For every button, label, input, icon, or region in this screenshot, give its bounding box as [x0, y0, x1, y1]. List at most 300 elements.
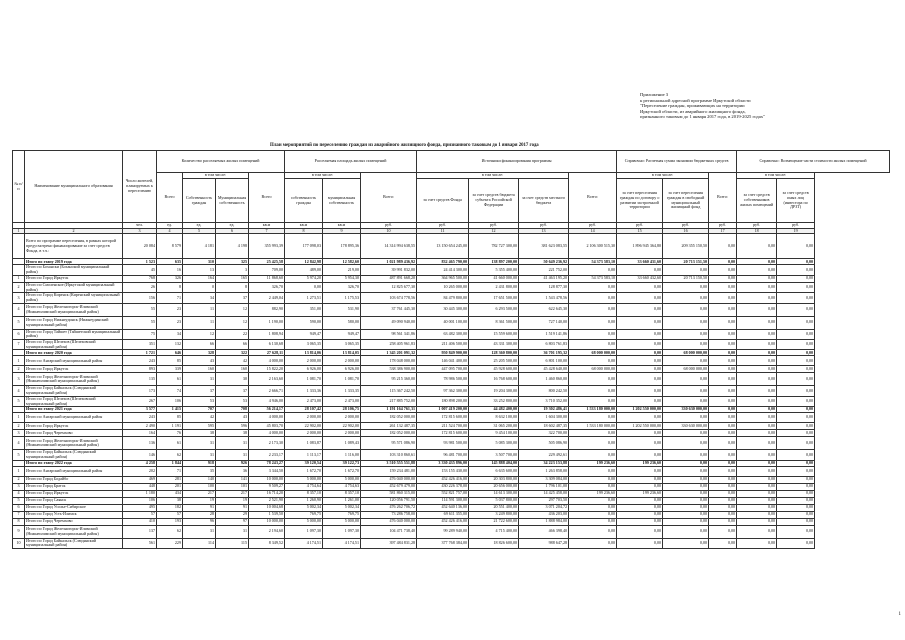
table-row: [13, 293, 890, 303]
value-cell: 1 263 858,00: [519, 466, 569, 476]
value-cell: 0,00: [777, 265, 815, 275]
value-cell: 45 803,70: [249, 423, 285, 430]
value-cell: 0,00: [663, 329, 709, 339]
value-cell: 30 445 300,00: [417, 303, 469, 316]
value-cell: 0,00: [737, 234, 777, 259]
value-cell: 538 386 900,00: [361, 366, 417, 373]
value-cell: 447 095 700,00: [417, 366, 469, 373]
value-cell: 469: [123, 476, 157, 483]
value-cell: 0,00: [737, 504, 777, 511]
value-cell: 68 000 000,00: [663, 350, 709, 356]
value-cell: 0,00: [663, 293, 709, 303]
value-cell: 115 367 242,50: [361, 386, 417, 396]
value-cell: 3 507 700,00: [469, 450, 519, 460]
table-row: [13, 366, 890, 373]
value-cell: 217: [183, 490, 216, 497]
table-row: [13, 303, 890, 316]
value-cell: 20 713 150,50: [663, 275, 709, 282]
unit-cell: руб.: [777, 223, 815, 229]
value-cell: 0,00: [617, 483, 663, 490]
value-cell: 71: [157, 293, 183, 303]
value-cell: 159 234 481,00: [361, 466, 417, 476]
value-cell: 229: [157, 538, 183, 548]
value-cell: 12: [183, 329, 216, 339]
value-cell: 15 822,20: [249, 366, 285, 373]
value-cell: 164: [183, 275, 216, 282]
value-cell: 209 355 150,50: [663, 234, 709, 259]
value-cell: 0,00: [709, 483, 737, 490]
value-cell: 707: [183, 407, 216, 413]
value-cell: 381 623 083,55: [519, 234, 569, 259]
value-cell: 33 660 431,60: [617, 259, 663, 265]
municipality-name-cell: Итого по Город Иркутск: [25, 490, 123, 497]
value-cell: 11: [183, 303, 216, 316]
value-cell: 91: [183, 504, 216, 511]
value-cell: 1 202 550 000,00: [617, 407, 663, 413]
value-cell: 0,00: [777, 329, 815, 339]
value-cell: 57: [157, 511, 183, 518]
value-cell: 0,00: [737, 430, 777, 437]
value-cell: 1 533 180 000,00: [569, 423, 617, 430]
value-cell: 93 981 500,00: [417, 437, 469, 450]
value-cell: 114: [183, 538, 216, 548]
value-cell: 42: [216, 356, 249, 366]
value-cell: 4 174,51: [285, 538, 323, 548]
value-cell: 281: [157, 476, 183, 483]
value-cell: 62: [157, 450, 183, 460]
value-cell: 0,00: [777, 476, 815, 483]
table-row: [13, 430, 890, 437]
row-number-cell: 3: [13, 293, 25, 303]
municipality-name-cell: Итого по этапу 2019 года: [25, 259, 123, 265]
value-cell: 17 651 500,00: [469, 293, 519, 303]
value-cell: 0,00: [737, 476, 777, 483]
value-cell: 0,00: [737, 518, 777, 525]
value-cell: 199 236,60: [617, 460, 663, 466]
value-cell: 1 202 550 000,00: [617, 423, 663, 430]
value-cell: 136: [123, 437, 157, 450]
value-cell: 0,00: [617, 316, 663, 329]
value-cell: 4 000,00: [249, 430, 285, 437]
column-number-cell: 15: [617, 228, 663, 234]
value-cell: 19 204 300,00: [469, 386, 519, 396]
value-cell: 0,00: [709, 437, 737, 450]
value-cell: 0,00: [569, 413, 617, 423]
value-cell: 0,00: [617, 437, 663, 450]
row-number-cell: 2: [13, 476, 25, 483]
value-cell: 23: [157, 303, 183, 316]
table-row: [13, 497, 890, 504]
value-cell: 4 258: [123, 460, 157, 466]
value-cell: 13 150 654 245,00: [417, 234, 469, 259]
value-cell: 5 002,34: [323, 504, 361, 511]
value-cell: 28: [183, 511, 216, 518]
value-cell: 0,00: [709, 460, 737, 466]
value-cell: 31: [183, 373, 216, 386]
value-cell: 4 198: [216, 234, 249, 259]
value-cell: 71: [157, 466, 183, 476]
value-cell: 0,00: [777, 497, 815, 504]
column-number-cell: 14: [569, 228, 617, 234]
value-cell: 0,00: [777, 407, 815, 413]
row-number-cell: 3: [13, 430, 25, 437]
header-area-municipal: муниципальная собственность: [323, 179, 361, 223]
value-cell: 18 602 487,35: [519, 423, 569, 430]
value-cell: 31: [216, 525, 249, 538]
value-cell: 0,00: [569, 511, 617, 518]
value-cell: 622 645,30: [519, 303, 569, 316]
value-cell: 41 660 000,00: [469, 275, 519, 282]
value-cell: 20 713 151,50: [663, 259, 709, 265]
value-cell: 156: [123, 293, 157, 303]
value-cell: 0,00: [709, 538, 737, 548]
appendix-line: Иркутской области, из аварийного жилищного фонда,: [640, 108, 746, 114]
municipality-name-cell: Итого по Город Железногорск-Илимский (Нижнеилимский муниципальный район): [25, 303, 123, 316]
value-cell: 178 895,36: [323, 234, 361, 259]
value-cell: 36: [216, 466, 249, 476]
municipality-name-cell: Итого по Город Тайшет (Тайшетский муниципальный район): [25, 329, 123, 339]
value-cell: 0,00: [737, 413, 777, 423]
value-cell: 2 449,04: [249, 293, 285, 303]
value-cell: 5 974,20: [285, 275, 323, 282]
header-ref1-a: за счет переселения граждан по договору о развитии застроенной территории: [617, 179, 663, 223]
value-cell: 5 000,00: [285, 518, 323, 525]
value-cell: 1 415: [157, 407, 183, 413]
table-row: [13, 511, 890, 518]
value-cell: 1 672,70: [323, 466, 361, 476]
column-number-cell: 8: [285, 228, 323, 234]
column-number-cell: 17: [709, 228, 737, 234]
value-cell: 0,00: [777, 466, 815, 476]
value-cell: 0,00: [569, 504, 617, 511]
value-cell: 0,00: [777, 483, 815, 490]
table-row: [13, 413, 890, 423]
value-cell: 0,00: [617, 265, 663, 275]
value-cell: 12 825 677,30: [361, 282, 417, 292]
value-cell: 28 106,75: [323, 407, 361, 413]
value-cell: 84 479 800,00: [417, 293, 469, 303]
appendix-line: признанного таковым до 1 января 2017 года, в 2019-2025 годах": [640, 114, 765, 120]
value-cell: 0,00: [709, 504, 737, 511]
value-cell: 448: [123, 483, 157, 490]
value-cell: 2 194,60: [249, 525, 285, 538]
value-cell: 33 252 800,00: [469, 396, 519, 406]
value-cell: 34: [157, 329, 183, 339]
municipality-name-cell: Итого по Город Байкальск (Слюдянский муниципальный район): [25, 538, 123, 548]
column-number-cell: 4: [157, 228, 183, 234]
header-num: № п/п: [13, 151, 25, 223]
value-cell: 42: [183, 413, 216, 423]
value-cell: 66: [216, 340, 249, 350]
value-cell: 0,00: [569, 386, 617, 396]
table-row: [13, 282, 890, 292]
value-cell: 0,00: [663, 303, 709, 316]
municipality-name-cell: Итого по Город Киренск (Киренский муниципальный район): [25, 293, 123, 303]
value-cell: 38: [216, 430, 249, 437]
value-cell: 23: [157, 316, 183, 329]
unit-cell: руб.: [709, 223, 737, 229]
unit-cell: руб.: [663, 223, 709, 229]
value-cell: 0,00: [709, 518, 737, 525]
value-cell: 2 173,30: [249, 437, 285, 450]
value-cell: 8 357,10: [323, 490, 361, 497]
value-cell: 28 107,42: [285, 407, 323, 413]
value-cell: 9 509,27: [249, 483, 285, 490]
table-row: [13, 275, 890, 282]
table-row: [13, 483, 890, 490]
value-cell: 258 405 961,83: [361, 340, 417, 350]
header-finance-group: Источники финансирования программы: [417, 151, 617, 173]
value-cell: 19: [216, 497, 249, 504]
value-cell: 1 345 201 091,32: [361, 350, 417, 356]
value-cell: 37: [216, 293, 249, 303]
value-cell: 339: [157, 366, 183, 373]
value-cell: 0,00: [617, 356, 663, 366]
value-cell: 8 361 500,00: [469, 316, 519, 329]
appendix-line: Приложение 3: [640, 92, 669, 97]
value-cell: 0,00: [709, 386, 737, 396]
value-cell: 0,00: [709, 407, 737, 413]
value-cell: 1 180: [123, 490, 157, 497]
value-cell: 0,00: [569, 265, 617, 275]
value-cell: 0,00: [737, 437, 777, 450]
value-cell: 436 203,00: [519, 511, 569, 518]
value-cell: 646: [157, 350, 183, 356]
value-cell: 6 801 100,00: [519, 356, 569, 366]
municipality-name-cell: Итого по этапу 2020 года: [25, 350, 123, 356]
row-number-cell: 4: [13, 437, 25, 450]
value-cell: 1 190,00: [249, 316, 285, 329]
value-cell: 0,00: [617, 350, 663, 356]
value-cell: 0,00: [709, 430, 737, 437]
header-local: за счет средств местного бюджета: [519, 179, 569, 223]
value-cell: 5 954,30: [323, 275, 361, 282]
value-cell: 201: [157, 483, 183, 490]
value-cell: 0,00: [709, 356, 737, 366]
value-cell: 12 582,60: [323, 259, 361, 265]
table-row: [13, 396, 890, 406]
municipality-name-cell: Итого по этапу 2022 года: [25, 460, 123, 466]
value-cell: 95 571 086,90: [361, 437, 417, 450]
value-cell: 3 710 352,00: [519, 396, 569, 406]
value-cell: 0,00: [777, 437, 815, 450]
value-cell: 30: [216, 373, 249, 386]
value-cell: 137: [123, 525, 157, 538]
value-cell: 0,00: [663, 396, 709, 406]
value-cell: 949,47: [323, 329, 361, 339]
value-cell: 0,00: [569, 450, 617, 460]
value-cell: 0,00: [737, 386, 777, 396]
value-cell: 1 081,70: [323, 373, 361, 386]
table-row: [13, 423, 890, 430]
row-number-cell: 10: [13, 538, 25, 548]
column-number-cell: 13: [519, 228, 569, 234]
value-cell: 2 000,00: [285, 356, 323, 366]
value-cell: 5 000,00: [323, 518, 361, 525]
value-cell: 1 533 180 000,00: [569, 407, 617, 413]
municipality-name-cell: Итого по Ангарский муниципальный район: [25, 466, 123, 476]
value-cell: 0,00: [777, 316, 815, 329]
municipality-name-cell: Итого по Город Байкальск (Слюдянский муниципальный район): [25, 386, 123, 396]
value-cell: 97 362 300,00: [417, 386, 469, 396]
value-cell: 1 333,35: [323, 386, 361, 396]
value-cell: 49 090 940,00: [361, 316, 417, 329]
value-cell: 531,90: [323, 303, 361, 316]
value-cell: 0,00: [663, 504, 709, 511]
value-cell: 0,00: [569, 282, 617, 292]
column-number-cell: 7: [249, 228, 285, 234]
row-number-cell: [13, 234, 25, 259]
unit-cell: ед.: [157, 223, 183, 229]
value-cell: 6 803 761,83: [519, 340, 569, 350]
value-cell: 5 355 400,00: [469, 265, 519, 275]
value-cell: 0,00: [663, 282, 709, 292]
value-cell: 0,00: [709, 316, 737, 329]
header-rooms-incl: в том числе:: [183, 173, 249, 179]
value-cell: 211 406 500,00: [417, 340, 469, 350]
value-cell: 21 722 600,00: [469, 518, 519, 525]
value-cell: 0,00: [617, 282, 663, 292]
value-cell: 325: [216, 259, 249, 265]
value-cell: 476 040 000,00: [361, 476, 417, 483]
value-cell: 768: [123, 275, 157, 282]
value-cell: 1 021 989 436,92: [361, 259, 417, 265]
value-cell: 6 926,00: [285, 366, 323, 373]
value-cell: 120 056 791,50: [361, 497, 417, 504]
value-cell: 12: [216, 316, 249, 329]
value-cell: 595: [183, 423, 216, 430]
value-cell: 103 310 860,61: [361, 450, 417, 460]
value-cell: 96 481 700,00: [417, 450, 469, 460]
value-cell: 221 752,00: [519, 265, 569, 275]
value-cell: 1 604 300,00: [519, 413, 569, 423]
row-number-cell: 3: [13, 373, 25, 386]
value-cell: 3 330 435 896,00: [417, 460, 469, 466]
value-cell: 1 808,94: [249, 329, 285, 339]
value-cell: 0,00: [777, 511, 815, 518]
value-cell: 489,00: [285, 265, 323, 275]
value-cell: 8 632 100,00: [469, 413, 519, 423]
row-number-cell: 4: [13, 386, 25, 396]
value-cell: 261 132 487,35: [361, 423, 417, 430]
value-cell: 0,00: [709, 329, 737, 339]
header-ref1-b: за счет переселения граждан в свободный муниципальный жилищный фонд: [663, 179, 709, 223]
value-cell: 297 703,50: [519, 497, 569, 504]
value-cell: 581 860 315,00: [361, 490, 417, 497]
column-number-cell: 9: [323, 228, 361, 234]
value-cell: 552 821 757,00: [417, 490, 469, 497]
value-cell: 53: [183, 396, 216, 406]
unit-cell: руб.: [361, 223, 417, 229]
municipality-name-cell: Итого по Город Байкальск (Слюдянский муниципальный район): [25, 450, 123, 460]
row-number-cell: 5: [13, 316, 25, 329]
value-cell: 769,75: [323, 511, 361, 518]
value-cell: 0,00: [777, 423, 815, 430]
value-cell: 45 428 640,00: [519, 366, 569, 373]
value-cell: 322 700,00: [519, 430, 569, 437]
value-cell: 0,00: [709, 340, 737, 350]
value-cell: 26: [123, 282, 157, 292]
value-cell: 20 303 800,00: [469, 476, 519, 483]
value-cell: 0,00: [777, 413, 815, 423]
value-cell: 5 000,00: [323, 476, 361, 483]
header-area-incl: в том числе:: [285, 173, 361, 179]
value-cell: 769,75: [285, 511, 323, 518]
value-cell: 31: [183, 437, 216, 450]
value-cell: 14 314 994 638,55: [361, 234, 417, 259]
row-number-cell: 3: [13, 483, 25, 490]
value-cell: 99 289 940,00: [417, 525, 469, 538]
value-cell: 950 849 900,00: [417, 350, 469, 356]
document-title: План мероприятий по переселению граждан из аварийного жилищного фонда, признанного таковым до 1 января 2017 года: [270, 143, 539, 148]
row-number-cell: 2: [13, 282, 25, 292]
value-cell: 0,00: [777, 259, 815, 265]
value-cell: 199 236,60: [569, 490, 617, 497]
value-cell: 0,00: [737, 356, 777, 366]
value-cell: 0,00: [569, 329, 617, 339]
value-cell: 18 826 600,00: [469, 538, 519, 548]
value-cell: 16: [157, 265, 183, 275]
value-cell: 0,00: [569, 497, 617, 504]
value-cell: 0,00: [737, 282, 777, 292]
value-cell: 3 071 204,72: [519, 504, 569, 511]
value-cell: 0,00: [569, 340, 617, 350]
value-cell: 2 490: [123, 423, 157, 430]
value-cell: 43 331 300,00: [469, 340, 519, 350]
value-cell: 452 426 416,00: [417, 476, 469, 483]
value-cell: 3: [216, 265, 249, 275]
row-number-cell: 5: [13, 497, 25, 504]
municipality-name-cell: Итого по Бохански (Боханский муниципальный район): [25, 265, 123, 275]
value-cell: 0,00: [617, 293, 663, 303]
value-cell: 4 754,64: [285, 483, 323, 490]
value-cell: 68 000 000,00: [663, 366, 709, 373]
unit-cell: кв.м: [249, 223, 285, 229]
column-number-cell: 3: [123, 228, 157, 234]
value-cell: 0,00: [663, 386, 709, 396]
value-cell: 45: [123, 265, 157, 275]
value-cell: 1 191: [157, 423, 183, 430]
value-cell: 211 524 700,00: [417, 423, 469, 430]
value-cell: 138 897 200,00: [469, 259, 519, 265]
value-cell: 19: [183, 497, 216, 504]
header-area-citizens: собственность граждан: [285, 179, 323, 223]
value-cell: 2 521,90: [249, 497, 285, 504]
value-cell: 31: [183, 450, 216, 460]
value-cell: 25 205 500,00: [469, 356, 519, 366]
value-cell: 44 482 400,00: [469, 407, 519, 413]
value-cell: 8 349,52: [249, 538, 285, 548]
row-number-cell: 1: [13, 466, 25, 476]
municipality-name-cell: Итого по Смоленское (Иркутский муниципальный район): [25, 282, 123, 292]
value-cell: 0,00: [569, 316, 617, 329]
value-cell: 0,00: [663, 316, 709, 329]
value-cell: 177 098,03: [285, 234, 323, 259]
unit-cell: руб.: [469, 223, 519, 229]
value-cell: 115: [216, 538, 249, 548]
value-cell: 76: [157, 430, 183, 437]
value-cell: 0,00: [663, 525, 709, 538]
value-cell: 41 463 195,20: [519, 275, 569, 282]
value-cell: 434: [157, 490, 183, 497]
value-cell: 832 465 790,00: [417, 259, 469, 265]
value-cell: 38: [183, 430, 216, 437]
value-cell: 561: [123, 538, 157, 548]
value-cell: 0,00: [709, 423, 737, 430]
value-cell: 45 928 600,00: [469, 366, 519, 373]
row-number-cell: 7: [13, 511, 25, 518]
value-cell: 0,00: [663, 356, 709, 366]
